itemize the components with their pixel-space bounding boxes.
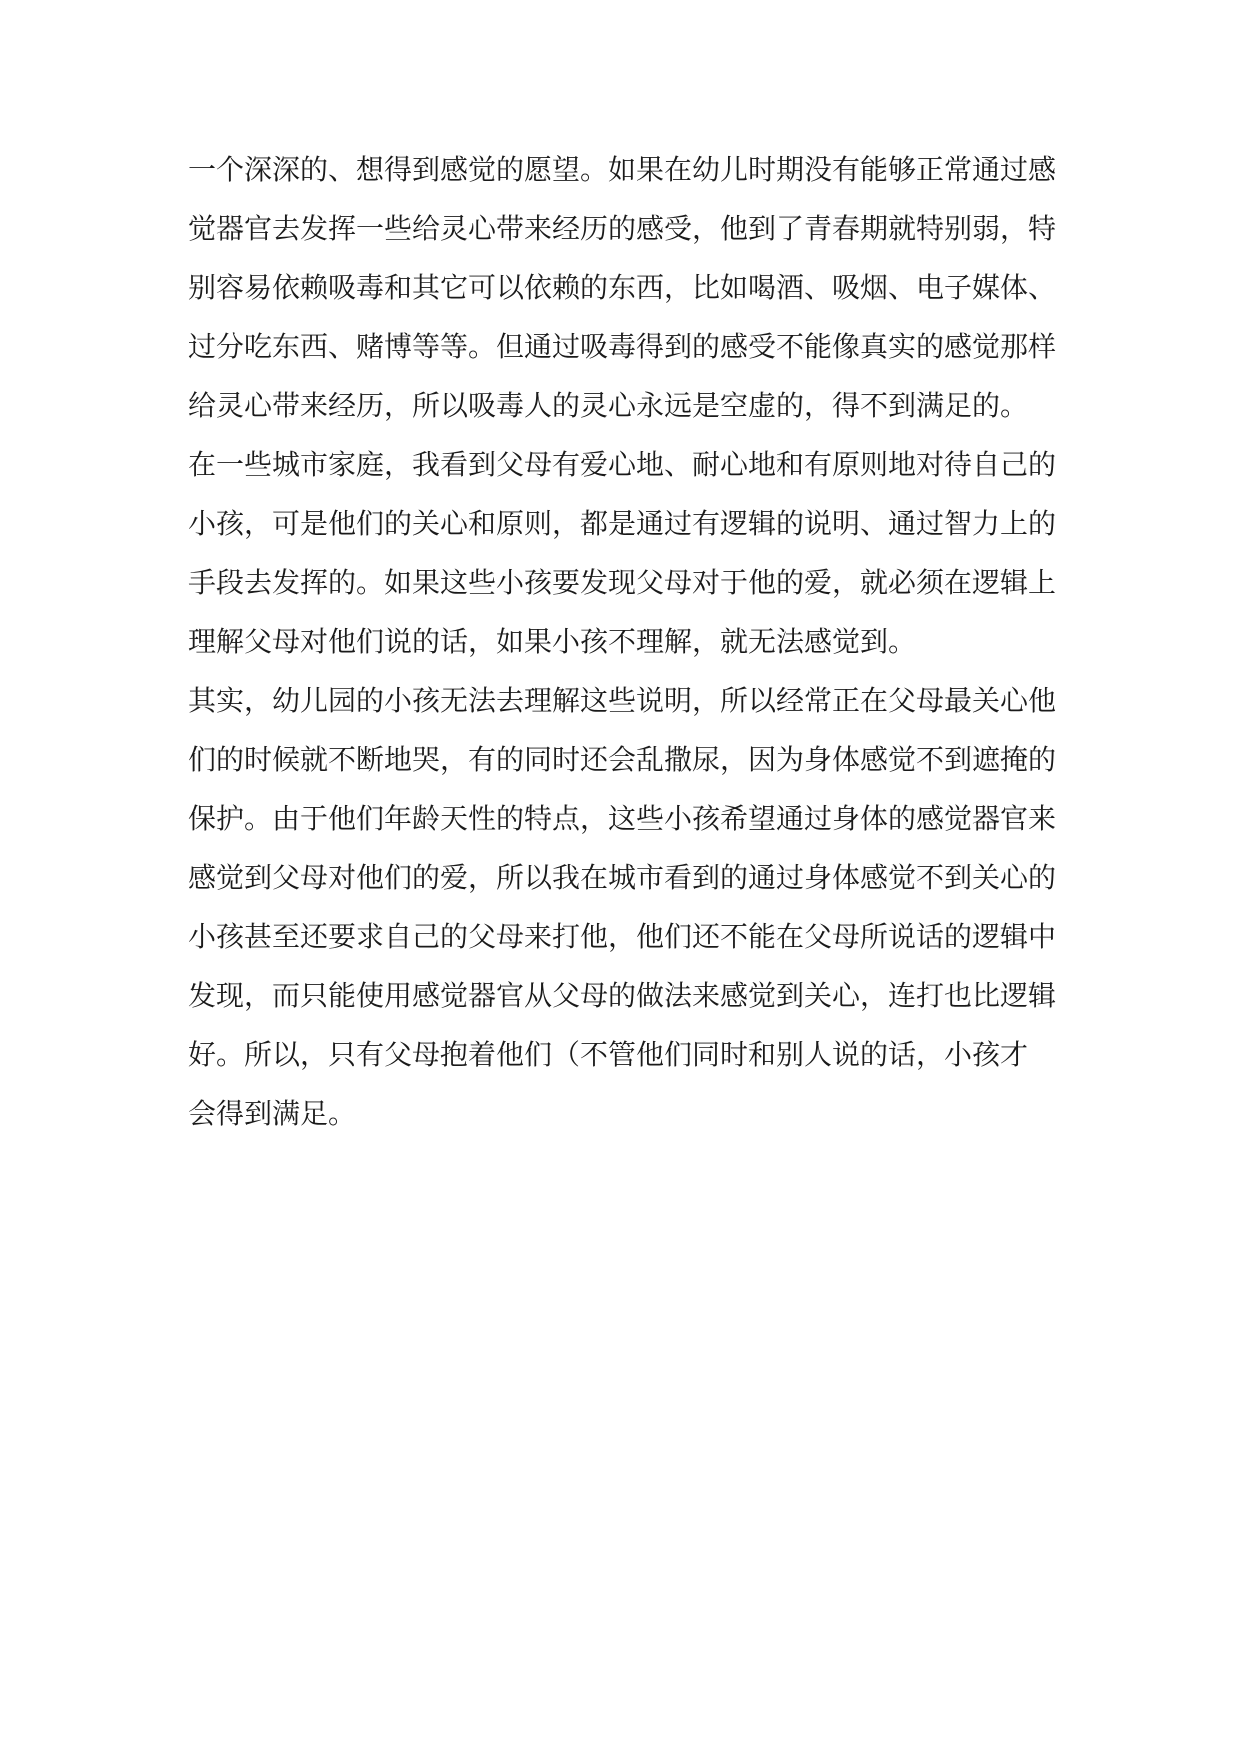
text-line: 小孩，可是他们的关心和原则，都是通过有逻辑的说明、通过智力上的 bbox=[188, 507, 1057, 540]
text-line: 给灵心带来经历，所以吸毒人的灵心永远是空虚的，得不到满足的。 bbox=[188, 389, 1029, 422]
text-line: 好。所以，只有父母抱着他们（不管他们同时和别人说的话，小孩才 bbox=[188, 1038, 1029, 1071]
body-text bbox=[188, 153, 1068, 1159]
text-line: 别容易依赖吸毒和其它可以依赖的东西，比如喝酒、吸烟、电子媒体、 bbox=[188, 271, 1057, 304]
text-line: 小孩甚至还要求自己的父母来打他，他们还不能在父母所说话的逻辑中 bbox=[188, 920, 1057, 953]
text-line: 们的时候就不断地哭，有的同时还会乱撒尿，因为身体感觉不到遮掩的 bbox=[188, 743, 1057, 776]
text-line: 理解父母对他们说的话，如果小孩不理解，就无法感觉到。 bbox=[188, 625, 917, 658]
text-line: 其实，幼儿园的小孩无法去理解这些说明，所以经常正在父母最关心他 bbox=[188, 684, 1057, 717]
text-line: 发现，而只能使用感觉器官从父母的做法来感觉到关心，连打也比逻辑 bbox=[188, 979, 1057, 1012]
text-line: 过分吃东西、赌博等等。但通过吸毒得到的感受不能像真实的感觉那样 bbox=[188, 330, 1057, 363]
text-line: 保护。由于他们年龄天性的特点，这些小孩希望通过身体的感觉器官来 bbox=[188, 802, 1057, 835]
text-line: 会得到满足。 bbox=[188, 1097, 357, 1130]
text-line: 觉器官去发挥一些给灵心带来经历的感受，他到了青春期就特别弱，特 bbox=[188, 212, 1057, 245]
text-line: 感觉到父母对他们的爱，所以我在城市看到的通过身体感觉不到关心的 bbox=[188, 861, 1057, 894]
text-line: 一个深深的、想得到感觉的愿望。如果在幼儿时期没有能够正常通过感 bbox=[188, 153, 1057, 186]
text-line: 在一些城市家庭，我看到父母有爱心地、耐心地和有原则地对待自己的 bbox=[188, 448, 1057, 481]
text-line: 手段去发挥的。如果这些小孩要发现父母对于他的爱，就必须在逻辑上 bbox=[188, 566, 1057, 599]
